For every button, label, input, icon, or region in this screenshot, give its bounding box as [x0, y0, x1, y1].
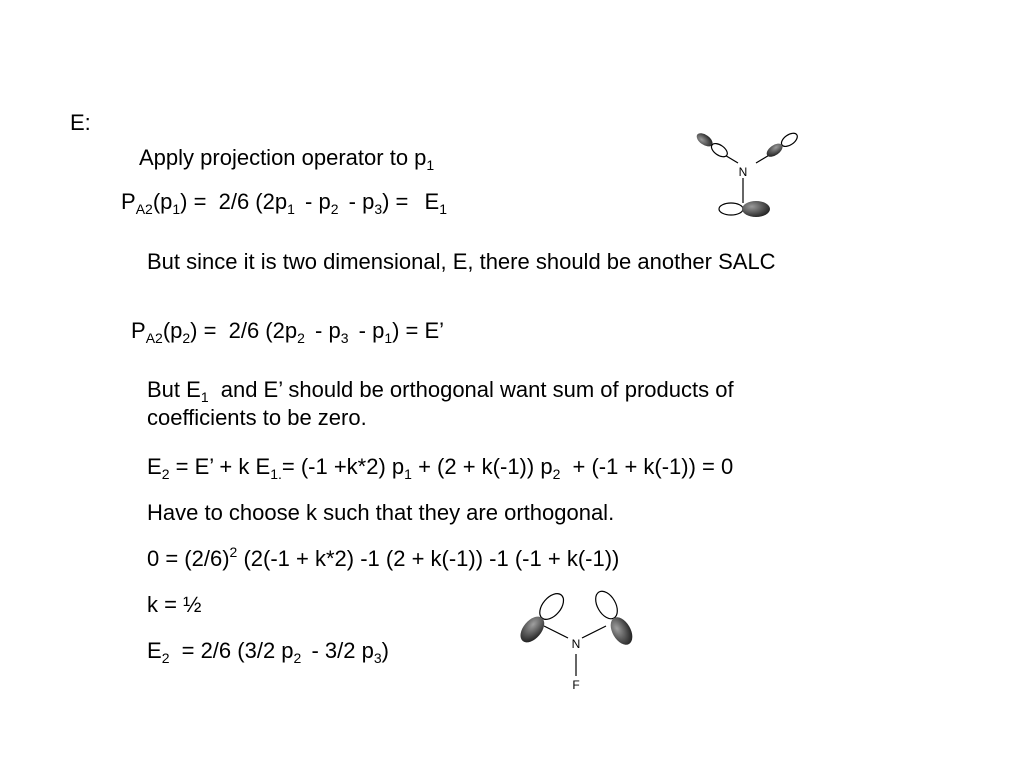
k-value: k = ½	[147, 592, 202, 617]
top-bottom-lobe-dark	[742, 201, 770, 217]
top-n-atom-label: N	[738, 165, 748, 179]
zero-equation: $0 = (2/6)^2$ (2(-1 + k*2) -1 (2 + k(-1)) -1 (-1 + k(-1))	[147, 544, 620, 571]
orthogonal-line-2: coefficients to be zero.	[147, 405, 367, 430]
heading: E:	[70, 110, 91, 135]
projection-equation-2: $P_{A2}(p_2) = 2/6$ $(2p_2 - p_3 - p_1) = E$’	[131, 318, 445, 346]
e2-definition: $E_2 = E$’ + k $E_{1.}= (-1 +k*2) p_1 + (2 + k(-1)) p_2 + (-1 + k(-1)) = 0$	[147, 454, 734, 482]
e2-final: $E_2 = 2/6$ (3/2 $p_2 - 3/2$ $p_3$)	[147, 638, 389, 666]
another-salc-line: But since it is two dimensional, E, there should be another SALC	[147, 249, 776, 274]
orthogonal-line-1: But $E_1$ and E’ should be orthogonal want sum of products of	[147, 377, 734, 405]
top-molecule-diagram	[690, 125, 810, 225]
apply-projection-line: Apply projection operator to $p_1$	[139, 145, 435, 173]
choose-k-line: Have to choose k such that they are orthogonal.	[147, 500, 615, 525]
top-bottom-lobe-light	[719, 203, 743, 215]
bottom-molecule-diagram	[510, 588, 650, 698]
bottom-f-atom-label: F	[572, 678, 580, 692]
projection-equation-1: $P_{A2}(p_1) = 2/6$ $(2p_1 - p_2 - p_3) = E_1$	[121, 189, 448, 217]
bottom-n-atom-label: N	[571, 637, 581, 651]
